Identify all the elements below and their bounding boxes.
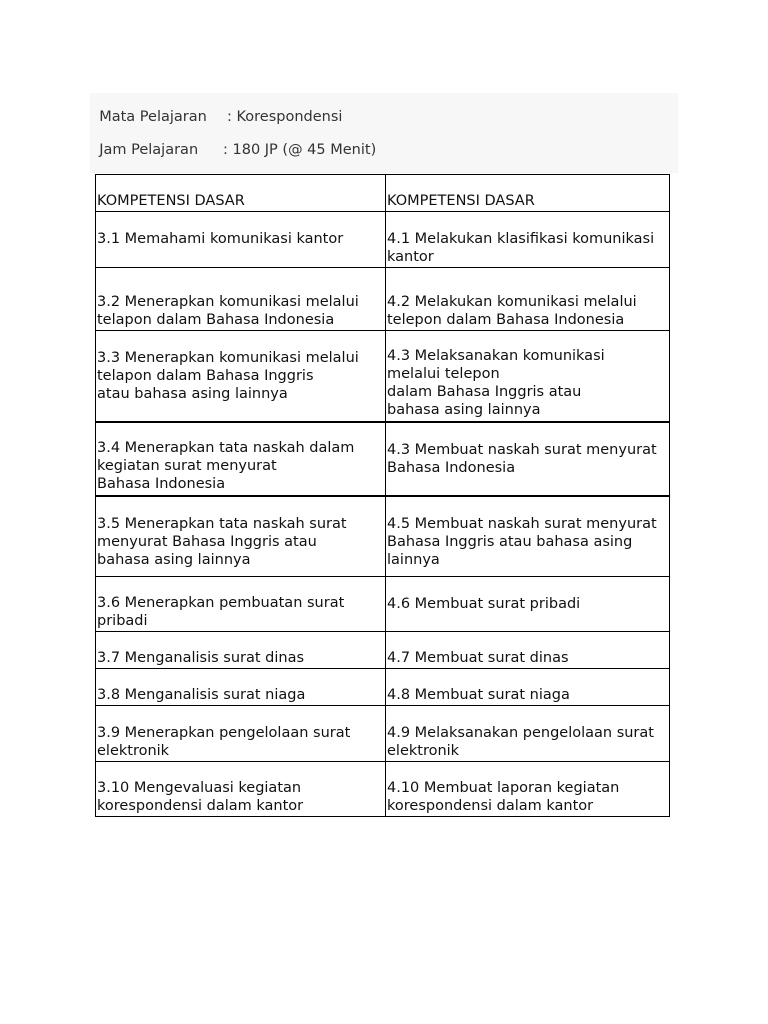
subject-value: : Korespondensi: [227, 109, 343, 125]
table-cell: 3.6 Menerapkan pembuatan surat pribadi: [96, 577, 386, 632]
table-row: [96, 212, 670, 268]
table-cell: 3.10 Mengevaluasi kegiatan korespondensi dalam kantor: [96, 762, 386, 817]
table-row: [96, 496, 670, 577]
table-cell: 4.1 Melakukan klasifikasi komunikasi kantor: [386, 212, 670, 268]
table-cell: 4.9 Melaksanakan pengelolaan surat elektronik: [386, 706, 670, 762]
table-cell: 4.2 Melakukan komunikasi melalui telepon dalam Bahasa Indonesia: [386, 268, 670, 331]
table-cell: 3.8 Menganalisis surat niaga: [96, 669, 386, 706]
table-row: [96, 669, 670, 706]
table-row: [96, 706, 670, 762]
table-cell: 4.3 Melaksanakan komunikasi melalui telepon dalam Bahasa Inggris atau bahasa asing lainnya: [386, 331, 670, 422]
hours-value: : 180 JP (@ 45 Menit): [223, 142, 377, 158]
table-cell: 4.7 Membuat surat dinas: [386, 632, 670, 669]
subject-label: Mata Pelajaran: [99, 109, 207, 125]
table-header-cell: KOMPETENSI DASAR: [386, 175, 670, 212]
table-cell: 3.9 Menerapkan pengelolaan surat elektronik: [96, 706, 386, 762]
table-cell: 3.7 Menganalisis surat dinas: [96, 632, 386, 669]
hours-label: Jam Pelajaran: [99, 142, 199, 158]
table-row: [96, 762, 670, 817]
table-header-row: [96, 175, 670, 212]
table-row: [96, 331, 670, 422]
table-row: [96, 577, 670, 632]
table-cell: 3.2 Menerapkan komunikasi melalui telapon dalam Bahasa Indonesia: [96, 268, 386, 331]
table-row: [96, 632, 670, 669]
table-cell: 3.3 Menerapkan komunikasi melalui telapon dalam Bahasa Inggris atau bahasa asing lainnya: [96, 331, 386, 422]
subject-row: [90, 93, 343, 125]
table-cell: 4.6 Membuat surat pribadi: [386, 577, 670, 632]
table-row: [96, 422, 670, 496]
table-cell: 4.5 Membuat naskah surat menyurat Bahasa Inggris atau bahasa asing lainnya: [386, 496, 670, 577]
table-cell: 4.10 Membuat laporan kegiatan korespondensi dalam kantor: [386, 762, 670, 817]
table-cell: 3.1 Memahami komunikasi kantor: [96, 212, 386, 268]
table-cell: 4.8 Membuat surat niaga: [386, 669, 670, 706]
table-cell: 4.3 Membuat naskah surat menyurat Bahasa Indonesia: [386, 422, 670, 496]
table-cell: 3.4 Menerapkan tata naskah dalam kegiatan surat menyurat Bahasa Indonesia: [96, 422, 386, 496]
table-cell: 3.5 Menerapkan tata naskah surat menyurat Bahasa Inggris atau bahasa asing lainnya: [96, 496, 386, 577]
table-row: [96, 268, 670, 331]
hours-row: [90, 126, 377, 158]
table-header-cell: KOMPETENSI DASAR: [96, 175, 386, 212]
competency-table: [95, 174, 670, 817]
